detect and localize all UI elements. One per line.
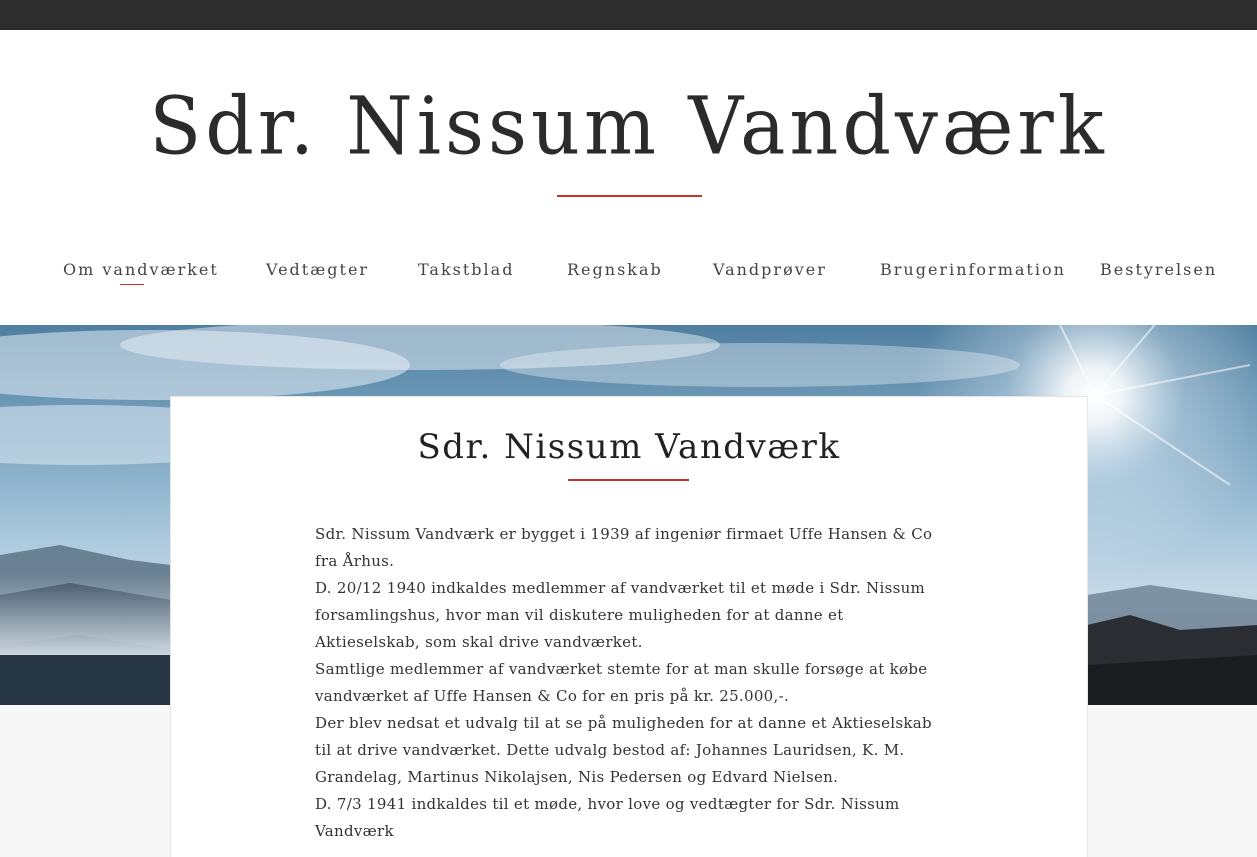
- nav-item-vedtaegter[interactable]: Vedtægter: [266, 260, 370, 279]
- nav-item-om-vandvaerket[interactable]: [63, 260, 219, 279]
- nav-item-brugerinformation[interactable]: Brugerinformation: [880, 260, 1066, 279]
- title-underline: [557, 195, 702, 197]
- article-paragraph: Samtlige medlemmer af vandværket stemte for at man skulle forsøge at købe vandværket af Uffe Hansen & Co for en pris på kr. 25.000,-.: [315, 660, 928, 705]
- nav-item-regnskab[interactable]: Regnskab: [567, 260, 663, 279]
- article-paragraph: Der blev nedsat et udvalg til at se på muligheden for at danne et Aktieselskab til at drive vandværket. Dette udvalg bestod af: Johannes Lauridsen, K. M. Grandelag, Martinus Nikolajsen, Nis Pedersen og Edvard Nielsen.: [315, 714, 932, 786]
- nav-item-vandproever[interactable]: Vandprøver: [713, 260, 827, 279]
- top-bar: [0, 0, 1257, 30]
- active-underline: [120, 284, 144, 285]
- article-title-underline: [568, 479, 689, 481]
- main-nav: [0, 256, 1257, 286]
- nav-item-bestyrelsen[interactable]: Bestyrelsen: [1100, 260, 1218, 279]
- site-header: [0, 30, 1257, 325]
- article-paragraph: Sdr. Nissum Vandværk er bygget i 1939 af ingeniør firmaet Uffe Hansen & Co fra Århus.: [315, 525, 933, 570]
- site-title[interactable]: Sdr. Nissum Vandværk: [149, 78, 1108, 173]
- article-body: [315, 521, 950, 845]
- content-card: [171, 397, 1087, 857]
- nav-item-takstblad[interactable]: Takstblad: [418, 260, 515, 279]
- article-paragraph: D. 7/3 1941 indkaldes til et møde, hvor love og vedtægter for Sdr. Nissum Vandværk: [315, 795, 900, 840]
- article-paragraph: D. 20/12 1940 indkaldes medlemmer af vandværket til et møde i Sdr. Nissum forsamlingshus, hvor man vil diskutere muligheden for at danne et Aktieselskab, som skal drive vandværket.: [315, 579, 926, 651]
- nav-item-label: Om vandværket: [63, 260, 219, 279]
- article-title: Sdr. Nissum Vandværk: [417, 427, 841, 467]
